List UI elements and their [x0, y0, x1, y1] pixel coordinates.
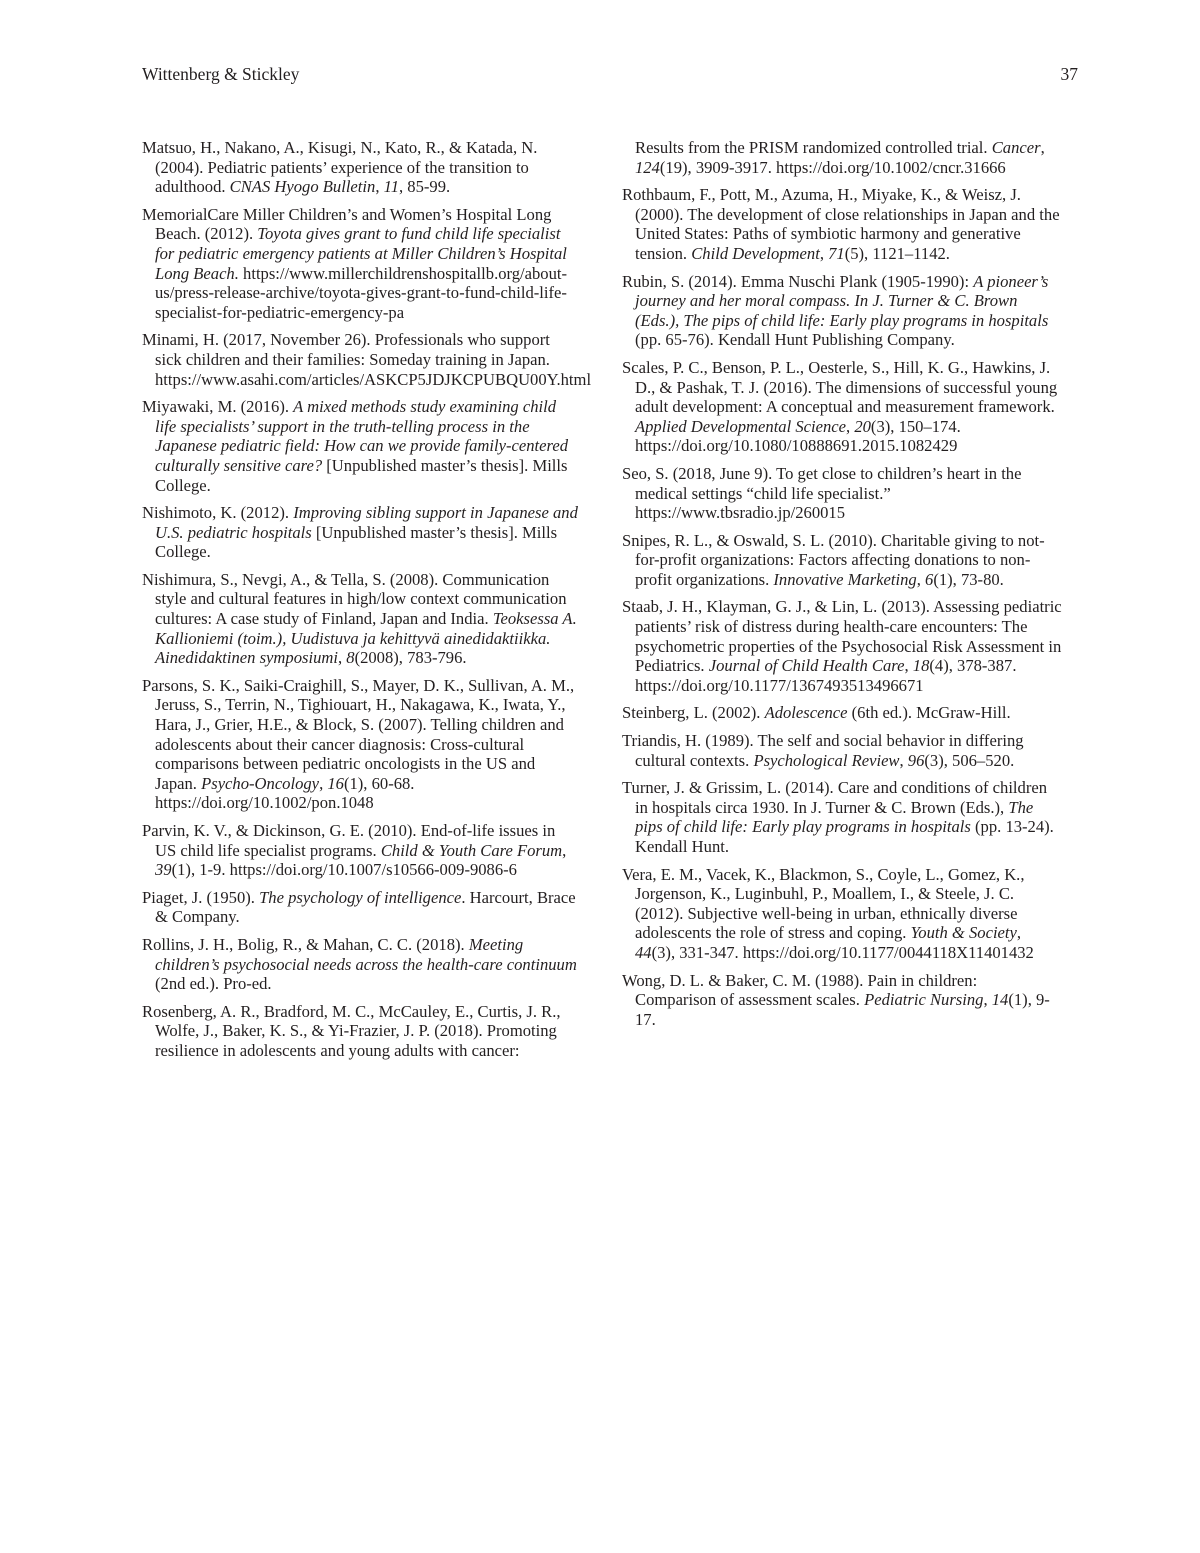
reference-italic-text: Psycho-Oncology	[201, 773, 320, 793]
reference-italic-text: Child & Youth Care Forum	[380, 840, 563, 860]
reference-italic-text: Journal of Child Health Care	[708, 656, 905, 676]
reference-text: (4), 378-387. https://doi.org/10.1177/1367493513496671	[635, 656, 1017, 695]
reference-italic-text: 71	[828, 243, 845, 263]
reference-text: (3), 331-347. https://doi.org/10.1177/0044118X11401432	[651, 942, 1034, 962]
reference-entry	[142, 330, 592, 389]
reference-text: (3), 150–174. https://doi.org/10.1080/10888691.2015.1082429	[635, 416, 961, 456]
reference-text: (1), 60-68. https://doi.org/10.1002/pon.1048	[155, 773, 415, 813]
reference-italic-text: Adolescence	[764, 703, 848, 723]
reference-entry	[142, 935, 580, 994]
reference-text: Triandis, H. (1989). The self and social behavior in differing cultural contexts.	[622, 731, 1024, 770]
reference-italic-text: 44	[635, 942, 652, 962]
reference-entry	[622, 597, 1062, 695]
reference-entry	[622, 272, 1062, 350]
reference-entry	[142, 570, 580, 668]
reference-text: (19), 3909-3917. https://doi.org/10.1002/cncr.31666	[659, 157, 1006, 177]
reference-italic-text: Improving sibling support in Japanese and U.S. pediatric hospitals	[155, 503, 578, 542]
reference-text: Turner, J. & Grissim, L. (2014). Care and conditions of children in hospitals circa 1930. In J. Turner & C. Brown (Eds.),	[622, 778, 1048, 817]
reference-text: ,	[375, 177, 384, 197]
reference-italic-text: Teoksessa A. Kallioniemi (toim.), Uudistuva ja kehittyvä ainedidaktiikka. Ainedidaktinen symposiumi	[155, 609, 577, 668]
reference-entry	[622, 464, 1062, 523]
reference-italic-text: A pioneer’s journey and her moral compass. In J. Turner & C. Brown (Eds.), The pips of child life: Early play programs in hospitals	[635, 271, 1049, 330]
reference-italic-text: 20	[854, 416, 871, 436]
reference-text: ,	[1016, 923, 1022, 943]
reference-entry	[622, 358, 1062, 456]
reference-italic-text: Toyota gives grant to fund child life specialist for pediatric emergency patients at Miller Children’s Hospital Long Beach.	[155, 224, 567, 283]
reference-text: Steinberg, L. (2002).	[622, 703, 765, 723]
reference-text: ,	[562, 840, 567, 860]
reference-text: Staab, J. H., Klayman, G. J., & Lin, L. (2013). Assessing pediatric patients’ risk of distress during health-care encounters: The psychometric properties of the Psychosocial Risk Assessment in Pediatrics.	[622, 597, 1062, 676]
reference-text: ,	[846, 416, 855, 436]
reference-entry	[622, 531, 1062, 590]
reference-text: Results from the PRISM randomized controlled trial.	[635, 138, 992, 157]
reference-column-left	[142, 138, 592, 1069]
reference-entry	[622, 185, 1062, 263]
running-head: Wittenberg & Stickley	[142, 64, 300, 84]
reference-text: Matsuo, H., Nakano, A., Kisugi, N., Kato, R., & Katada, N. (2004). Pediatric patients’ experience of the transition to adulthood.	[142, 138, 538, 197]
reference-entry	[142, 397, 580, 495]
reference-italic-text: Child Development	[691, 243, 820, 263]
reference-text: Miyawaki, M. (2016).	[142, 397, 294, 417]
reference-text: (2008), 783-796.	[354, 648, 467, 668]
reference-text: ,	[899, 750, 908, 770]
reference-entry	[142, 138, 580, 197]
reference-text: (6th ed.). McGraw-Hill.	[847, 703, 1011, 723]
reference-entry	[622, 703, 1062, 723]
reference-entry	[142, 888, 580, 927]
reference-text: Vera, E. M., Vacek, K., Blackmon, S., Coyle, L., Gomez, K., Jorgenson, K., Luginbuhl, P., Moallem, I., & Steele, J. C. (2012). Subjective well-being in urban, ethnically diverse adolescents the role of stress and coping.	[622, 864, 1025, 943]
reference-text: Nishimura, S., Nevgi, A., & Tella, S. (2008). Communication style and cultural features in high/low context communication cultures: A case study of Finland, Japan and India.	[142, 569, 567, 629]
reference-italic-text: 11	[383, 177, 399, 197]
reference-entry	[622, 731, 1062, 770]
reference-text: (5), 1121–1142.	[844, 243, 950, 263]
reference-text: Piaget, J. (1950).	[142, 887, 260, 907]
reference-text: Snipes, R. L., & Oswald, S. L. (2010). Charitable giving to not-for-profit organizations: Factors affecting donations to non-profit organizations.	[622, 530, 1045, 589]
reference-italic-text: Meeting children’s psychosocial needs across the health-care continuum	[155, 934, 577, 974]
reference-text: ,	[904, 656, 913, 676]
reference-text: Parsons, S. K., Saiki-Craighill, S., Mayer, D. K., Sullivan, A. M., Jeruss, S., Terrin, N., Tighiouart, H., Nakagawa, K., Iwata, Y., Hara, J., Grier, H.E., & Block, S. (2007). Telling children and adolescents about their cancer diagnosis: Cross-cultural comparisons between pediatric oncologists in the US and Japan.	[142, 675, 575, 793]
reference-text: [Unpublished master’s thesis]. Mills College.	[155, 455, 568, 495]
reference-text: ,	[916, 569, 926, 589]
reference-text: (2nd ed.). Pro-ed.	[155, 974, 272, 994]
reference-italic-text: 124	[635, 157, 660, 177]
reference-entry	[622, 865, 1062, 963]
reference-italic-text: 96	[907, 750, 925, 770]
reference-italic-text: 18	[912, 656, 930, 676]
reference-text: . Harcourt, Brace & Company.	[155, 887, 576, 927]
reference-italic-text: Youth & Society	[910, 923, 1017, 943]
reference-text: (1), 73-80.	[933, 569, 1004, 589]
reference-text: [Unpublished master’s thesis]. Mills College.	[155, 522, 558, 562]
reference-italic-text: 14	[991, 990, 1009, 1010]
reference-entry	[142, 821, 580, 880]
reference-italic-text: Innovative Marketing	[773, 569, 917, 589]
reference-text: (3), 506–520.	[924, 750, 1015, 770]
reference-italic-text: 8	[346, 648, 355, 668]
reference-text: Parvin, K. V., & Dickinson, G. E. (2010). End-of-life issues in US child life specialist programs.	[142, 821, 556, 860]
reference-text: Seo, S. (2018, June 9). To get close to children’s heart in the medical settings “child life specialist.” https://www.tbsradio.jp/260015	[622, 463, 1022, 523]
reference-text: (1), 9-17.	[635, 990, 1050, 1029]
page-number: 37	[1060, 64, 1078, 84]
reference-text: (1), 1-9. https://doi.org/10.1007/s10566-009-9086-6	[171, 860, 517, 880]
reference-text: Minami, H. (2017, November 26). Professionals who support sick children and their families: Someday training in Japan. https://www.asahi.com/articles/ASKCP5JDJKCPUBQU00Y.html	[142, 330, 592, 389]
reference-italic-text: 16	[327, 773, 344, 793]
reference-entry	[622, 778, 1062, 856]
reference-italic-text: A mixed methods study examining child life specialists’ support in the truth-telling process in the Japanese pediatric field: How can we provide family-centered culturally sensitive care?	[155, 397, 569, 475]
reference-text: Wong, D. L. & Baker, C. M. (1988). Pain in children: Comparison of assessment scales.	[622, 970, 978, 1010]
reference-text: Scales, P. C., Benson, P. L., Oesterle, S., Hill, K. G., Hawkins, J. D., & Pashak, T. J. (2016). The dimensions of successful young adult development: A conceptual and measurement framework.	[622, 357, 1058, 417]
reference-italic-text: Applied Developmental Science	[635, 416, 847, 436]
reference-text: ,	[983, 990, 992, 1010]
reference-text: ,	[337, 648, 347, 668]
reference-italic-text: The psychology of intelligence	[259, 887, 462, 907]
reference-text: Rubin, S. (2014). Emma Nuschi Plank (1905-1990):	[622, 271, 974, 291]
reference-italic-text: Pediatric Nursing	[864, 990, 984, 1010]
reference-entry	[142, 676, 580, 813]
reference-text: ,	[819, 243, 829, 263]
reference-italic-text: The pips of child life: Early play programs in hospitals	[635, 797, 1034, 837]
reference-italic-text: Cancer	[991, 138, 1041, 157]
reference-text: https://www.millerchildrenshospitallb.org/about-us/press-release-archive/toyota-gives-grant-to-fund-child-life-specialist-for-pediatric-emergency-pa	[155, 263, 568, 322]
reference-text: Nishimoto, K. (2012).	[142, 503, 294, 523]
reference-text: , 85-99.	[399, 177, 451, 197]
reference-text: (pp. 13-24). Kendall Hunt.	[635, 817, 1054, 856]
reference-text: Rothbaum, F., Pott, M., Azuma, H., Miyake, K., & Weisz, J. (2000). The development of close relationships in Japan and the United States: Paths of symbiotic harmony and generative tension.	[622, 185, 1060, 263]
reference-italic-text: Psychological Review	[753, 750, 900, 770]
reference-entry	[622, 971, 1062, 1030]
reference-text: (pp. 65-76). Kendall Hunt Publishing Company.	[635, 330, 955, 350]
reference-text: Rosenberg, A. R., Bradford, M. C., McCauley, E., Curtis, J. R., Wolfe, J., Baker, K. S., & Yi-Frazier, J. P. (2018). Promoting resilience in adolescents and young adults with cancer:	[142, 1001, 561, 1060]
reference-italic-text: CNAS Hyogo Bulletin	[229, 177, 376, 197]
reference-italic-text: 6	[925, 569, 934, 589]
reference-italic-text: 39	[155, 860, 172, 880]
reference-text: ,	[1040, 138, 1045, 157]
reference-text: MemorialCare Miller Children’s and Women’s Hospital Long Beach. (2012).	[142, 204, 552, 244]
reference-entry	[142, 503, 580, 562]
reference-entry	[142, 205, 580, 323]
reference-entry	[622, 138, 1062, 177]
reference-text: Rollins, J. H., Bolig, R., & Mahan, C. C. (2018).	[142, 934, 469, 954]
reference-entry	[142, 1002, 580, 1061]
reference-text: ,	[319, 773, 328, 793]
reference-column-right	[622, 138, 1062, 1037]
